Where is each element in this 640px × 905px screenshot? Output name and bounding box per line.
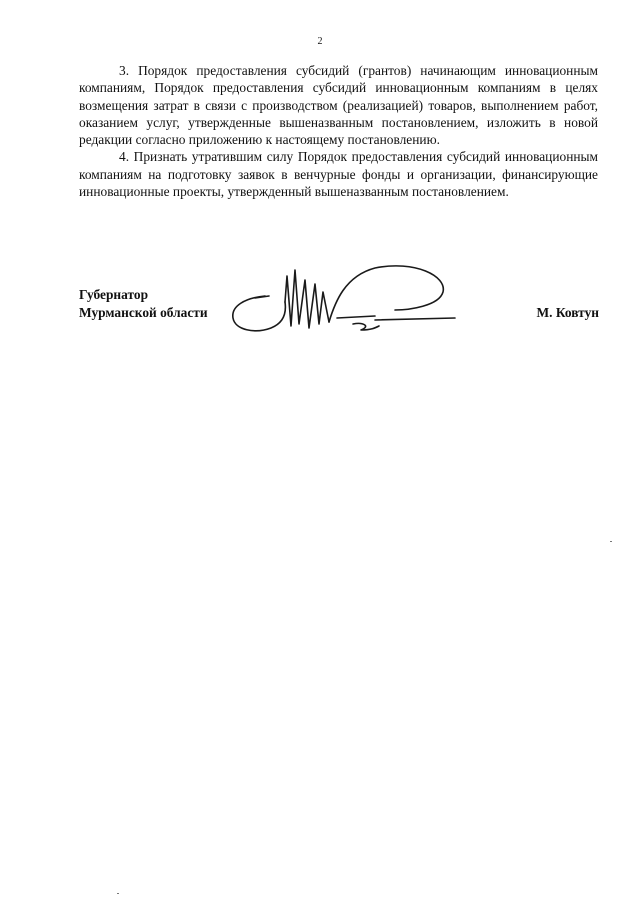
paragraph-3: 3. Порядок предоставления субсидий (грантов) начинающим инновационным компаниям, Порядок предоставления субсидий инновационным компаниям в целях возмещения затрат в связи с производством (реализацией) товаров, выполнением работ, оказанием услуг, утвержденные вышеназванным постановлением, изложить в новой редакции согласно приложению к настоящему постановлению. (79, 63, 598, 148)
signature-block (79, 286, 599, 322)
signatory-title (79, 286, 599, 322)
scan-speck (610, 541, 612, 542)
scan-speck (117, 893, 119, 894)
signatory-name: М. Ковтун (536, 305, 599, 320)
paragraph-4: 4. Признать утратившим силу Порядок предоставления субсидий инновационным компаниям на подготовку заявок в венчурные фонды и организации, финансирующие инновационные проекты, утвержденный вышеназванным постановлением. (79, 149, 598, 200)
signatory-title-line1: Губернатор (79, 287, 149, 302)
document-body (79, 62, 598, 200)
page-number: 2 (317, 36, 323, 47)
signatory-title-line2: Мурманской области (79, 305, 208, 320)
